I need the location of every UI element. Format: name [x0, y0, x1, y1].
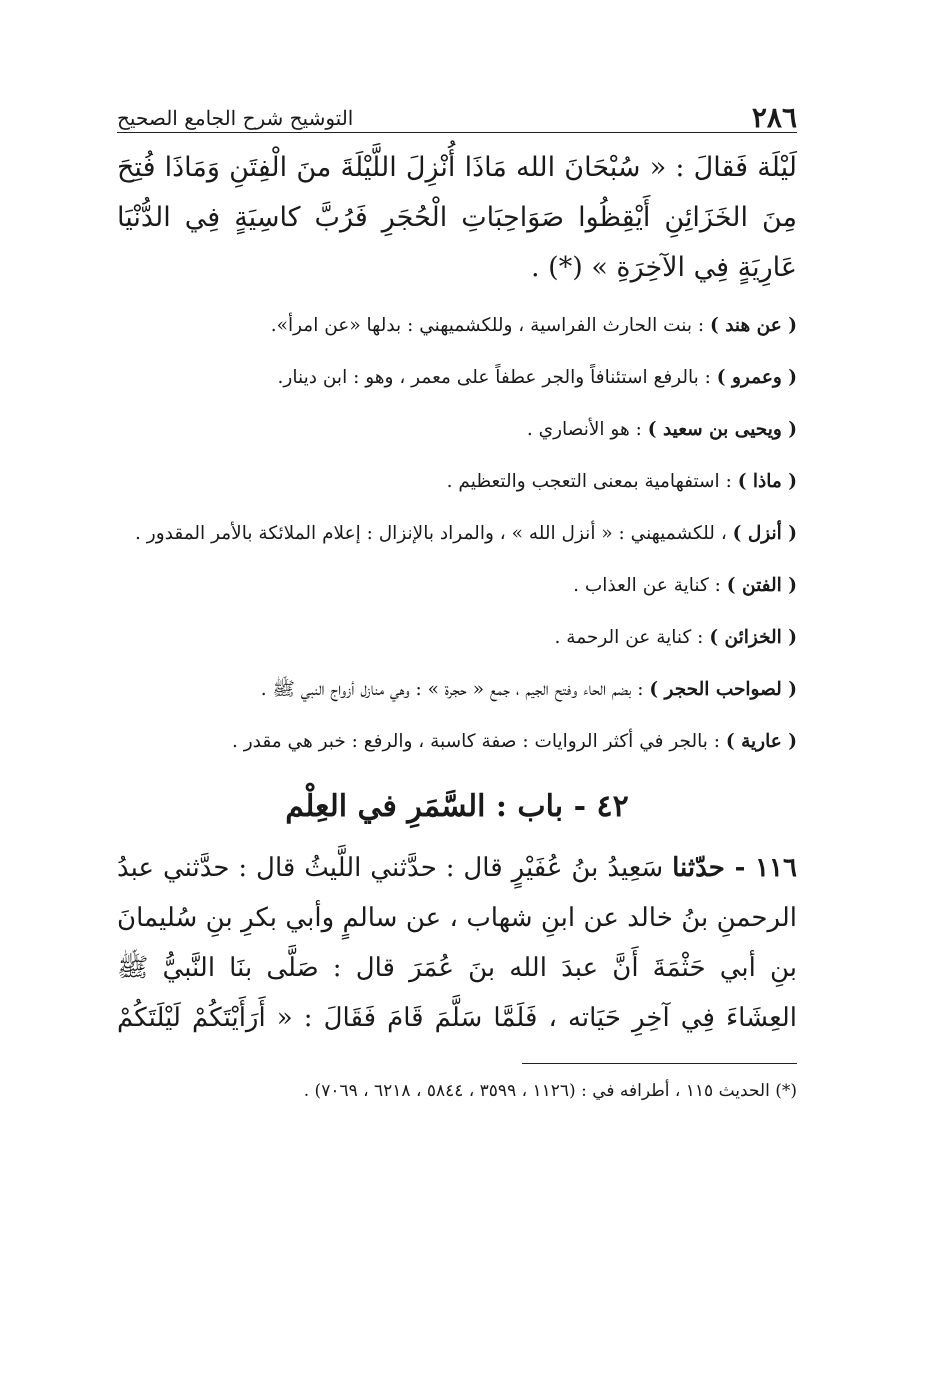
note-term: ( عارية ): [725, 731, 797, 752]
note-item: [117, 619, 797, 657]
note-item: [117, 515, 797, 553]
note-term: ( وعمرو ): [716, 367, 797, 388]
note-text: : كناية عن الرحمة .: [554, 627, 710, 648]
note-item: [117, 411, 797, 449]
note-text: : استفهامية بمعنى التعجب والتعظيم .: [446, 471, 738, 492]
note-text: : بالرفع استئنافاً والجر عطفاً على معمر ، وهو : ابن دينار.: [277, 367, 717, 388]
note-item: [117, 307, 797, 345]
note-text: : بالجر في أكثر الروايات : صفة كاسبة ، والرفع : خبر هي مقدر .: [231, 731, 726, 752]
page-header: [117, 88, 797, 133]
note-text: : بضم الحاء وفتح الجيم ، جمع « حجرة » : وهي منازل أزواج النبي ﷺ .: [260, 679, 650, 700]
note-text: : بنت الحارث الفراسية ، وللكشميهني : بدلها «عن امرأ».: [270, 315, 710, 336]
page-number: ٢٨٦: [751, 101, 797, 134]
note-item: [117, 359, 797, 397]
hadith-text: [117, 843, 797, 1043]
note-term: ( الفتن ): [726, 575, 797, 596]
note-term: ( لصواحب الحجر ): [649, 679, 797, 700]
footnote: (*) الحديث ١١٥ ، أطرافه في : (١١٢٦ ، ٣٥٩٩ ، ٥٨٤٤ ، ٦٢١٨ ، ٧٠٦٩) .: [303, 1081, 797, 1101]
note-item: [117, 723, 797, 761]
note-term: ( أنزل ): [732, 523, 797, 544]
chapter-heading: ٤٢ - باب : السَّمَرِ في العِلْم: [285, 789, 629, 824]
hadith-quote-continuation: لَيْلَة فَقالَ : « سُبْحَانَ الله مَاذَا أُنْزِلَ اللَّيْلَةَ منَ الْفِتَنِ وَمَاذَا فُتِحَ مِنَ الخَزَائِنِ أَيْقِظُوا صَوَاحِبَاتِ الْحُجَرِ فَرُبَّ كاسِيَةٍ فِي الدُّنْيَا عَارِيَةٍ فِي الآخِرَةِ » (*) .: [117, 152, 797, 283]
note-item: [117, 671, 797, 709]
running-title: التوشيح شرح الجامع الصحيح: [117, 106, 354, 130]
note-term: ( عن هند ): [710, 315, 797, 336]
note-term: ( ويحيى بن سعيد ): [647, 419, 797, 440]
note-text: ، للكشميهني : « أنزل الله » ، والمراد بالإنزال : إعلام الملائكة بالأمر المقدور .: [135, 523, 733, 544]
note-item: [117, 567, 797, 605]
note-term: ( الخزائن ): [709, 627, 797, 648]
note-text: : كناية عن العذاب .: [573, 575, 727, 596]
hadith-lead: ١١٦ - حدّثنا: [672, 853, 797, 883]
note-text: : هو الأنصاري .: [526, 419, 648, 440]
note-item: [117, 463, 797, 501]
note-term: ( ماذا ): [737, 471, 797, 492]
hadith-body: سَعِيدُ بنُ عُفَيْرٍ قال : حدَّثني اللَّيثُ قال : حدَّثني عبدُ الرحمنِ بنُ خالد عن ابنِ شهاب ، عن سالمٍ وأبي بكرِ بنِ سُليمانَ بنِ أبي حَثْمَةَ أَنَّ عبدَ الله بنَ عُمَرَ قال : صَلَّى بنَا النَّبيُّ ﷺ العِشَاءَ فِي آخِرِ حَيَاته ، فَلَمَّا سَلَّمَ قَامَ فَقَالَ : « أَرَأَيْتَكُمْ لَيْلَتَكُمْ: [117, 853, 797, 1033]
footnote-divider: [522, 1063, 797, 1064]
book-page: [117, 88, 797, 1106]
commentary-notes: [117, 307, 797, 761]
